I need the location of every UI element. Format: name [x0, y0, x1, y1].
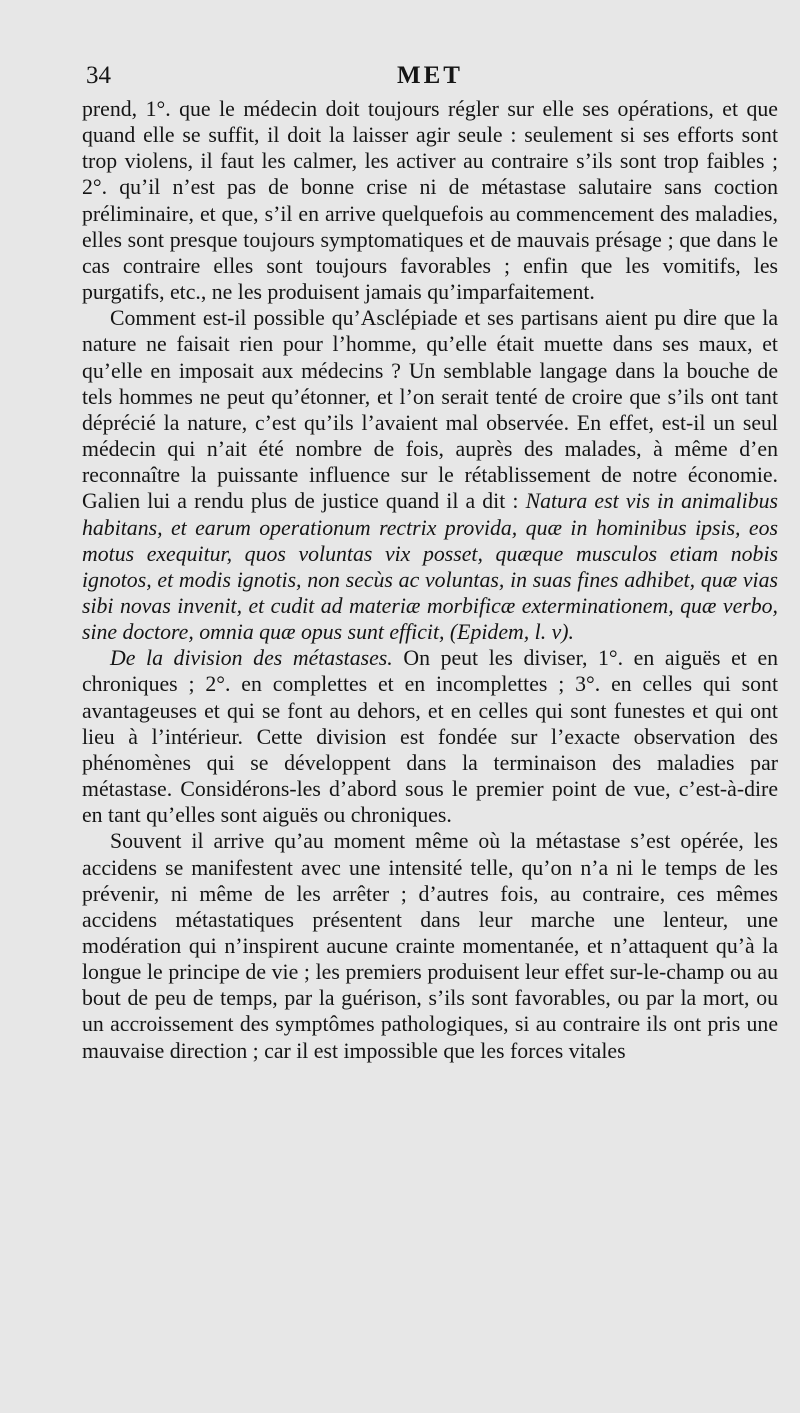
- paragraph-1-text: prend, 1°. que le médecin doit toujours régler sur elle ses opérations, et que quand elle se suffit, il doit la laisser agir seule : seulement si ses efforts sont trop violens, il faut les calmer, les activer au contraire s’ils sont trop faibles ; 2°. qu’il n’est pas de bonne crise ni de métastase salutaire sans coction préliminaire, et que, s’il en arrive quelquefois au commencement des maladies, elles sont presque toujours symptomatiques et de mauvais présage ; que dans le cas contraire elles sont toujours favorables ; enfin que les vomitifs, les purgatifs, etc., ne les produisent jamais qu’imparfaitement.: [82, 97, 778, 305]
- body-text: [82, 96, 778, 1064]
- section-heading: De la division des métastases.: [110, 646, 393, 671]
- paragraph-3-text: On peut les diviser, 1°. en aiguës et en chroniques ; 2°. en complettes et en incomplettes ; 3°. en celles qui sont avantageuses et qui se font au dehors, et en celles qui sont funestes et qui ont lieu à l’intérieur. Cette division est fondée sur l’exacte observation des phénomènes qui se développent dans la terminaison des maladies par métastase. Considérons-les d’abord sous le premier point de vue, c’est-à-dire en tant qu’elles sont aiguës ou chroniques.: [82, 646, 779, 828]
- citation: (Epidem, l. v).: [449, 620, 574, 645]
- paragraph-1: [82, 96, 778, 305]
- running-head: MET: [397, 62, 463, 89]
- paragraph-2-text: Comment est-il possible qu’Asclépiade et ses partisans aient pu dire que la nature ne faisait rien pour l’homme, qu’elle était muette dans ses maux, et qu’elle en imposait aux médecins ? Un semblable langage dans la bouche de tels hommes ne peut qu’étonner, et l’on serait tenté de croire que s’ils ont tant déprécié la nature, c’est qu’ils l’avaient mal observée. En effet, est-il un seul médecin qui n’ait été nombre de fois, auprès des malades, à même d’en reconnaître la puissante influence sur le rétablissement de notre économie. Galien lui a rendu plus de justice quand il a dit :: [82, 306, 778, 514]
- paragraph-2: [82, 305, 778, 645]
- paragraph-3: [82, 645, 778, 828]
- paragraph-4-text: Souvent il arrive qu’au moment même où la métastase s’est opérée, les accidens se manifestent avec une intensité telle, qu’on n’a ni le temps de les prévenir, ni même de les arrêter ; d’autres fois, au contraire, ces mêmes accidens métastatiques présentent dans leur marche une lenteur, une modération qui n’inspirent aucune crainte momentanée, et n’attaquent qu’à la longue le principe de vie ; les premiers produisent leur effet sur-le-champ ou au bout de peu de temps, par la guérison, s’ils sont favorables, ou par la mort, ou un accroissement des symptômes pathologiques, si au contraire ils ont pris une mauvaise direction ; car il est impossible que les forces vitales: [82, 829, 778, 1063]
- page-header: [82, 62, 778, 96]
- paragraph-4: [82, 828, 778, 1063]
- page-number: 34: [86, 62, 111, 89]
- latin-quotation: Natura est vis in animalibus habitans, et earum operationum rectrix provida, quæ in hominibus ipsis, eos motus exequitur, quos voluntas vix posset, quæque musculos etiam nobis ignotos, et modis ignotis, non secùs ac voluntas, in suas fines adhibet, quæ vias sibi novas invenit, et cudit ad materiæ morbificæ exterminationem, quæ verbo, sine doctore, omnia quæ opus sunt efficit,: [82, 489, 779, 645]
